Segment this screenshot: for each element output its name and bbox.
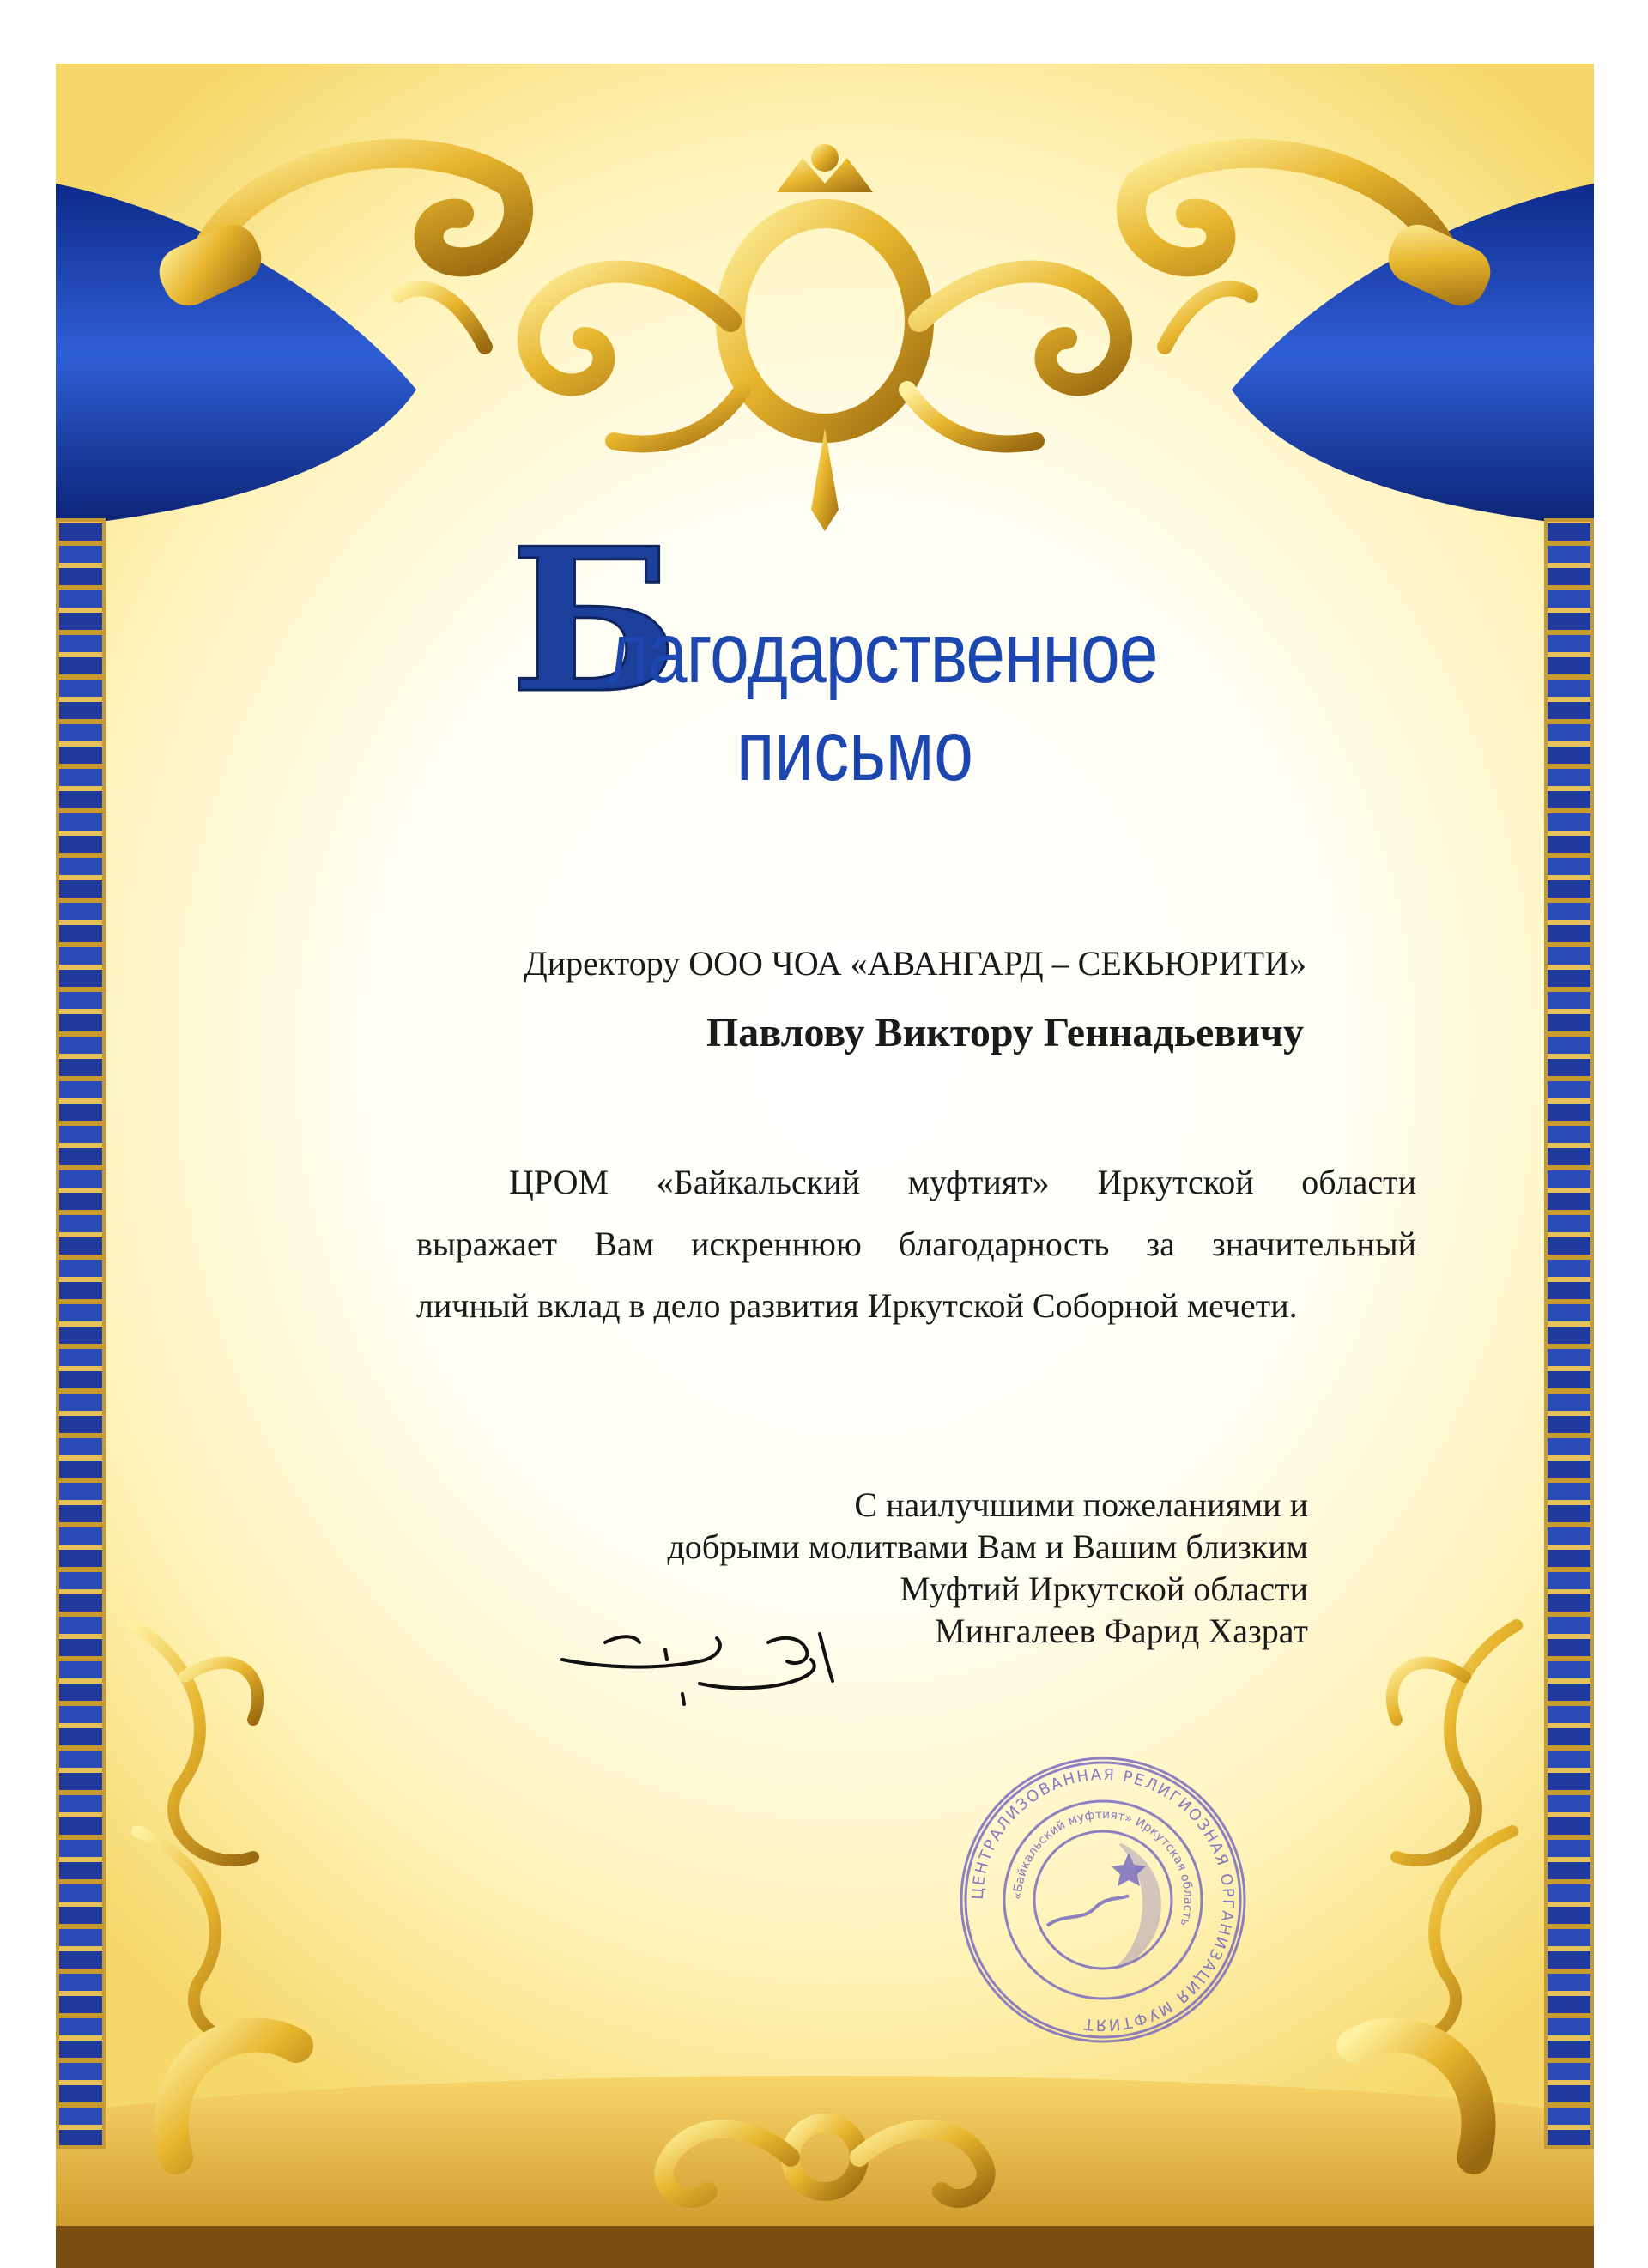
body-text — [416, 1152, 1416, 1337]
side-ornament-left — [133, 1625, 262, 2041]
closing-line-4: Мингалеев Фарид Хазрат — [935, 1612, 1308, 1650]
body-line-3: личный вклад в дело развития Иркутской Соборной мечети. — [416, 1286, 1298, 1325]
left-border-pattern — [56, 518, 106, 2149]
title-initial — [506, 505, 679, 737]
closing-line-2: добрыми молитвами Вам и Вашим близким — [667, 1527, 1308, 1566]
title-line-1: лагодарственное — [608, 605, 1158, 701]
closing-line-3: Муфтий Иркутской области — [900, 1569, 1308, 1608]
svg-text:ЦЕНТРАЛИЗОВАННАЯ РЕЛИГИОЗНАЯ О — [969, 1766, 1237, 2034]
title-line-2: письмо — [736, 703, 973, 799]
recipient-name: Павлову Виктору Геннадьевичу — [706, 1010, 1304, 1055]
svg-text:Б: Б — [510, 505, 679, 737]
document-title — [506, 505, 1279, 810]
body-line-1: ЦРОМ «Байкальский муфтият» Иркутской области — [509, 1163, 1416, 1201]
body-line-2: выражает Вам искреннюю благодарность за значительный — [416, 1225, 1416, 1263]
certificate-sheet — [56, 64, 1594, 2268]
handwritten-signature — [554, 1608, 845, 1711]
side-ornament-right — [1388, 1625, 1517, 2041]
recipient-position: Директору ООО ЧОА «АВАНГАРД – СЕКЬЮРИТИ» — [524, 944, 1306, 983]
stamp-inner-text: «Байкальский муфтият» Иркутская область — [1010, 1807, 1196, 1928]
stamp-outer-text: ЦЕНТРАЛИЗОВАННАЯ РЕЛИГИОЗНАЯ ОРГАНИЗАЦИЯ МУФТИЯТ — [968, 1765, 1238, 2035]
closing-line-1: С наилучшими пожеланиями и — [854, 1485, 1308, 1524]
right-border-pattern — [1544, 518, 1594, 2149]
organization-stamp — [953, 1750, 1253, 2050]
